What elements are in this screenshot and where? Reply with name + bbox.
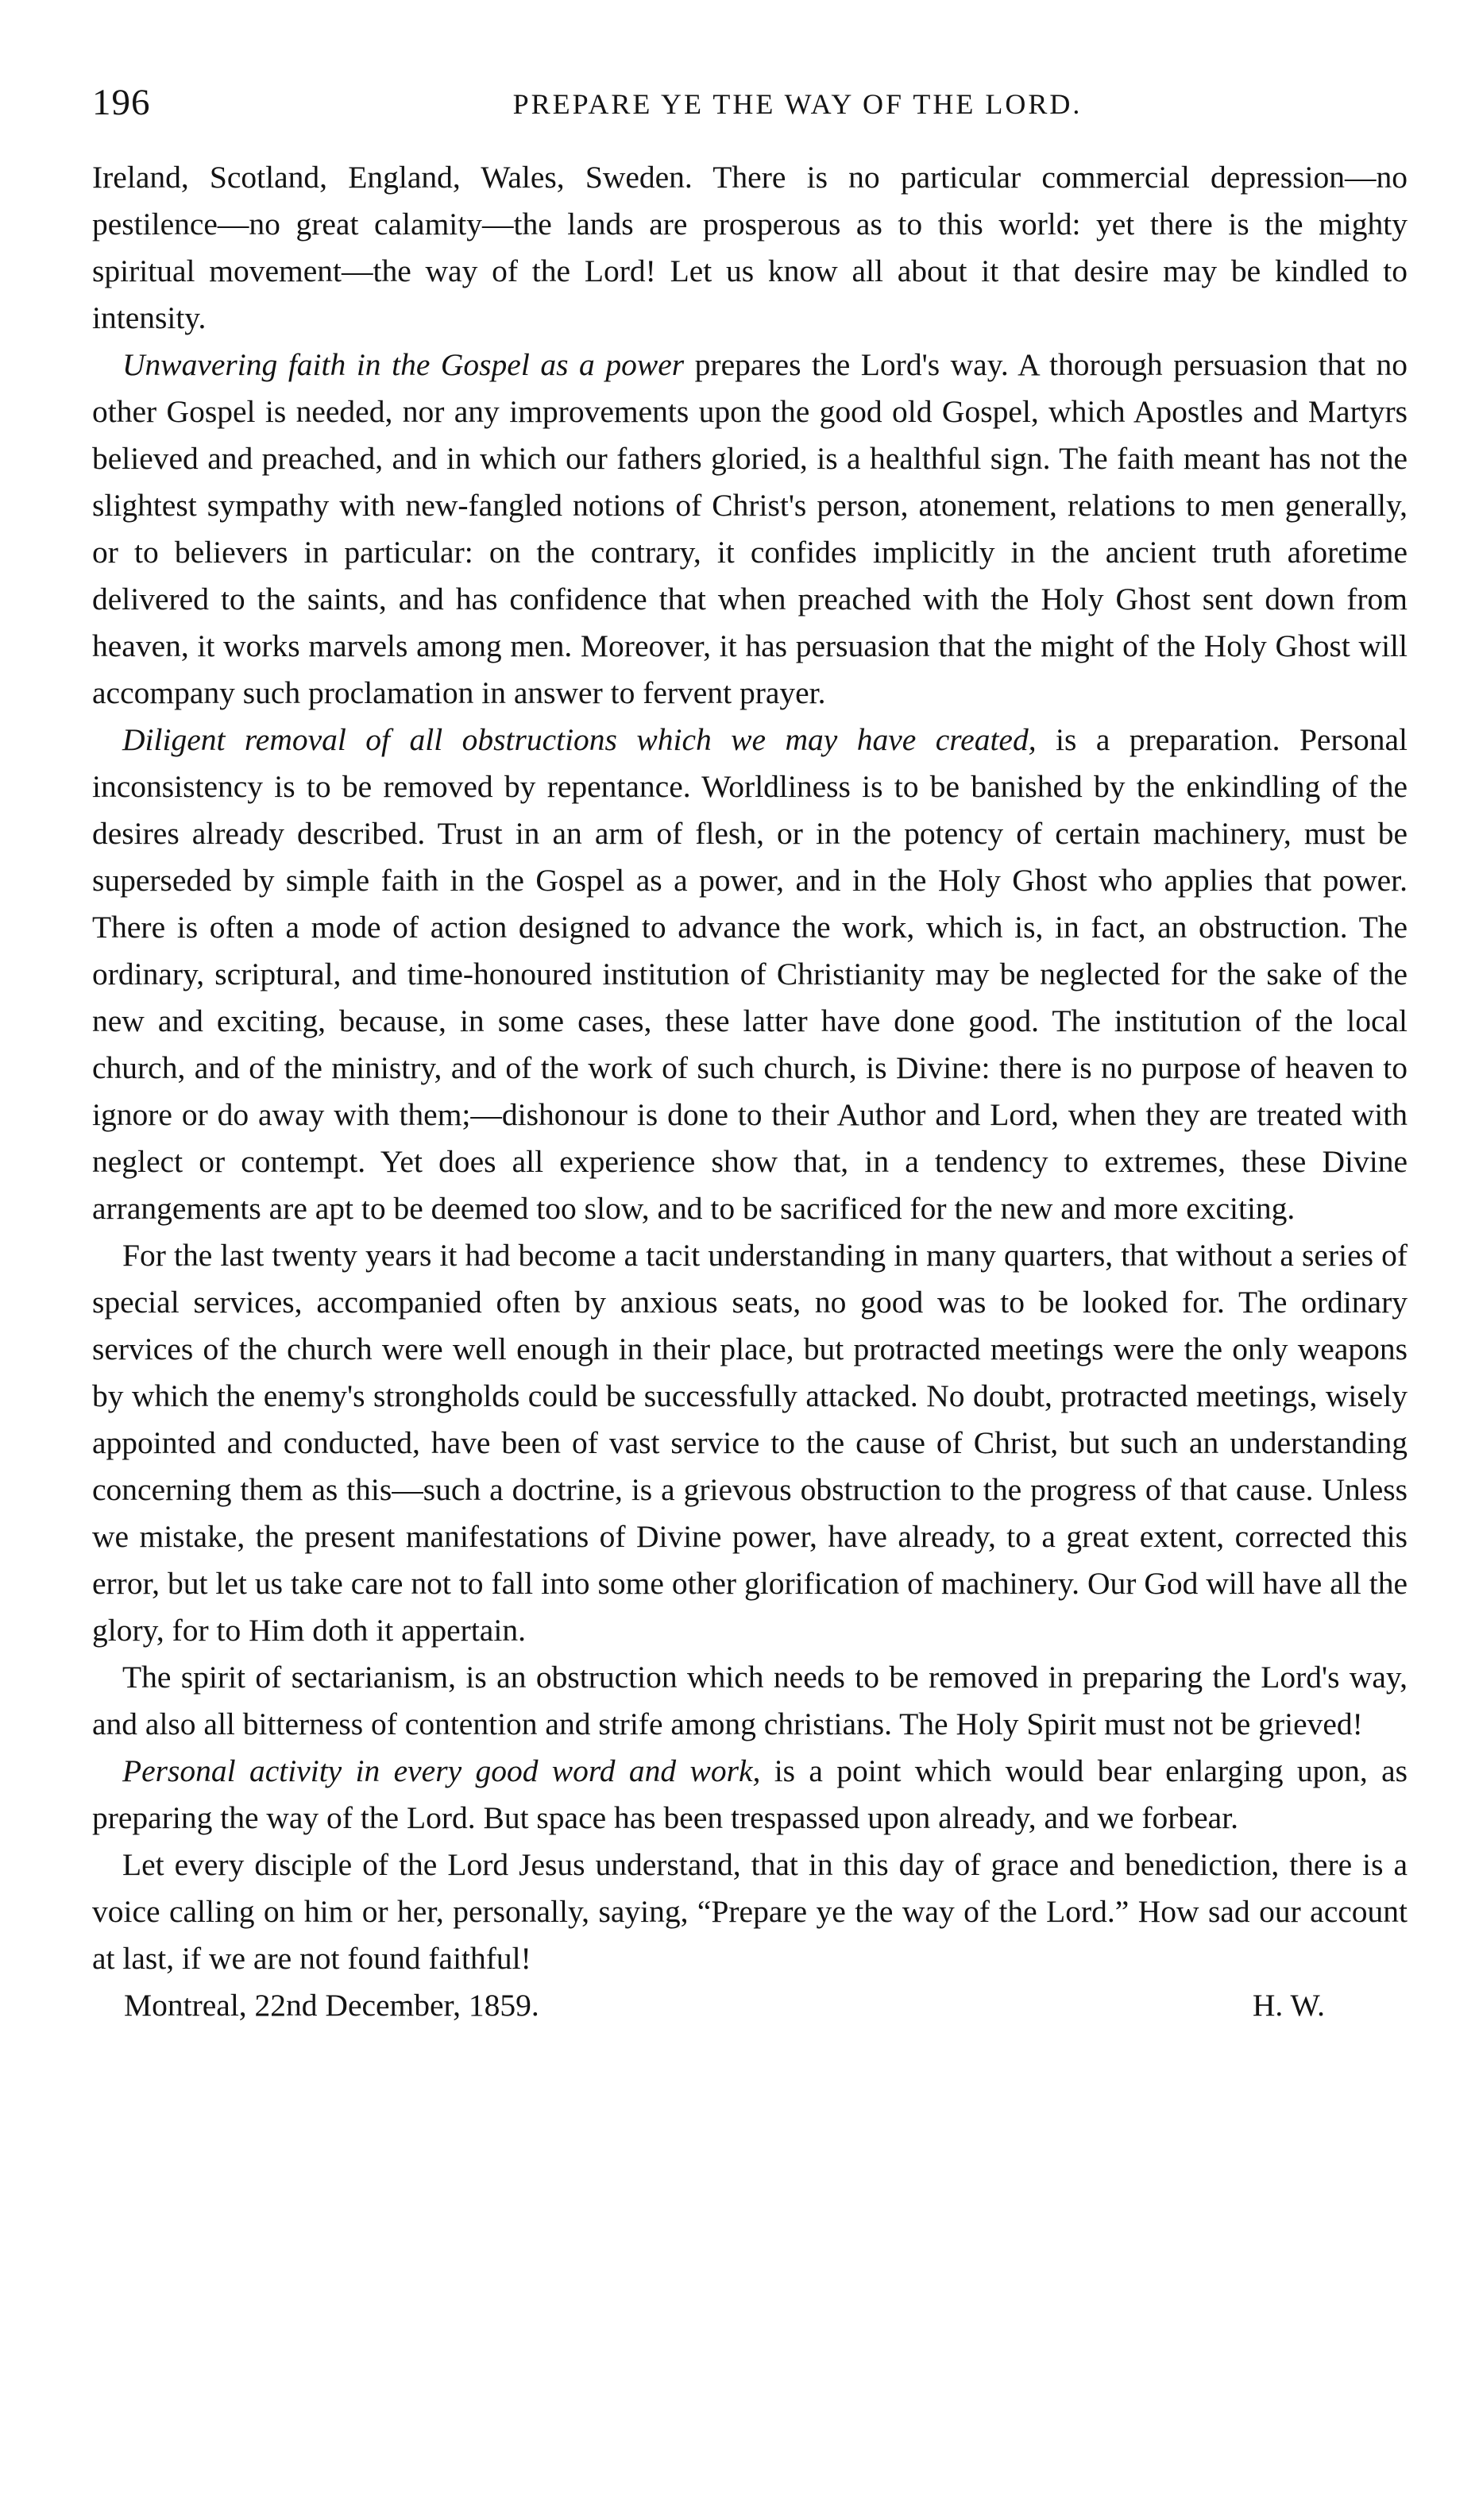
running-title: PREPARE YE THE WAY OF THE LORD.	[512, 88, 1083, 120]
paragraph-text: Let every disciple of the Lord Jesus understand, that in this day of grace and benediction, there is a voice calling on him or her, personally, saying, “Prepare ye the way of the Lord.” How sad our account at last, if we are not found faithful!	[92, 1847, 1408, 1976]
paragraph-lead: Unwavering faith in the Gospel as a power	[122, 347, 685, 382]
author-initials: H. W.	[1252, 1988, 1325, 2023]
paragraph	[92, 1748, 1408, 1842]
paragraph	[92, 1232, 1408, 1654]
paragraph-text: is a point which would bear enlarging upon, as preparing the way of the Lord. But space has been trespassed upon already, and we forbear.	[92, 1753, 1408, 1835]
article-body	[92, 154, 1408, 1982]
paragraph-text: prepares the Lord's way. A thorough persuasion that no other Gospel is needed, nor any improvements upon the good old Gospel, which Apostles and Martyrs believed and preached, and in which our fathers gloried, is a healthful sign. The faith meant has not the slightest sympathy with new-fangled notions of Christ's person, atonement, relations to men generally, or to believers in particular: on the contrary, it confides implicitly in the ancient truth aforetime delivered to the saints, and has confidence that when preached with the Holy Ghost sent down from heaven, it works marvels among men. Moreover, it has persuasion that the might of the Holy Ghost will accompany such proclamation in answer to fervent prayer.	[92, 347, 1408, 710]
paragraph	[92, 1654, 1408, 1748]
page-header	[92, 73, 1408, 140]
paragraph	[92, 154, 1408, 342]
place-and-date: Montreal, 22nd December, 1859.	[124, 1988, 539, 2023]
paragraph	[92, 1842, 1408, 1982]
signature-line	[92, 1982, 1408, 2031]
paragraph-text: The spirit of sectarianism, is an obstruction which needs to be removed in preparing the Lord's way, and also all bitterness of contention and strife among christians. The Holy Spirit must not be grieved!	[92, 1660, 1408, 1741]
paragraph-text: For the last twenty years it had become a tacit understanding in many quarters, that without a series of special services, accompanied often by anxious seats, no good was to be looked for. The ordinary services of the church were well enough in their place, but protracted meetings were the only weapons by which the enemy's strongholds could be successfully attacked. No doubt, protracted meetings, wisely appointed and conducted, have been of vast service to the cause of Christ, but such an understanding concerning them as this—such a doctrine, is a grievous obstruction to the progress of that cause. Unless we mistake, the present manifestations of Divine power, have already, to a great extent, corrected this error, but let us take care not to fall into some other glorification of machinery. Our God will have all the glory, for to Him doth it appertain.	[92, 1238, 1408, 1648]
paragraph-lead: Personal activity in every good word and work,	[122, 1753, 761, 1788]
paragraph-lead: Diligent removal of all obstructions which we may have created,	[122, 722, 1037, 757]
paragraph	[92, 342, 1408, 717]
page-number: 196	[92, 82, 151, 123]
paragraph	[92, 717, 1408, 1232]
paragraph-text: is a preparation. Personal inconsistency is to be removed by repentance. Worldliness is to be banished by the enkindling of the desires already described. Trust in an arm of flesh, or in the potency of certain machinery, must be superseded by simple faith in the Gospel as a power, and in the Holy Ghost who applies that power. There is often a mode of action designed to advance the work, which is, in fact, an obstruction. The ordinary, scriptural, and time-honoured institution of Christianity may be neglected for the sake of the new and exciting, because, in some cases, these latter have done good. The institution of the local church, and of the ministry, and of the work of such church, is Divine: there is no purpose of heaven to ignore or do away with them;—dishonour is done to their Author and Lord, when they are treated with neglect or contempt. Yet does all experience show that, in a tendency to extremes, these Divine arrangements are apt to be deemed too slow, and to be sacrificed for the new and more exciting.	[92, 722, 1408, 1226]
paragraph-text: Ireland, Scotland, England, Wales, Sweden. There is no particular commercial depression—no pestilence—no great calamity—the lands are prosperous as to this world: yet there is the mighty spiritual movement—the way of the Lord! Let us know all about it that desire may be kindled to intensity.	[92, 160, 1408, 335]
